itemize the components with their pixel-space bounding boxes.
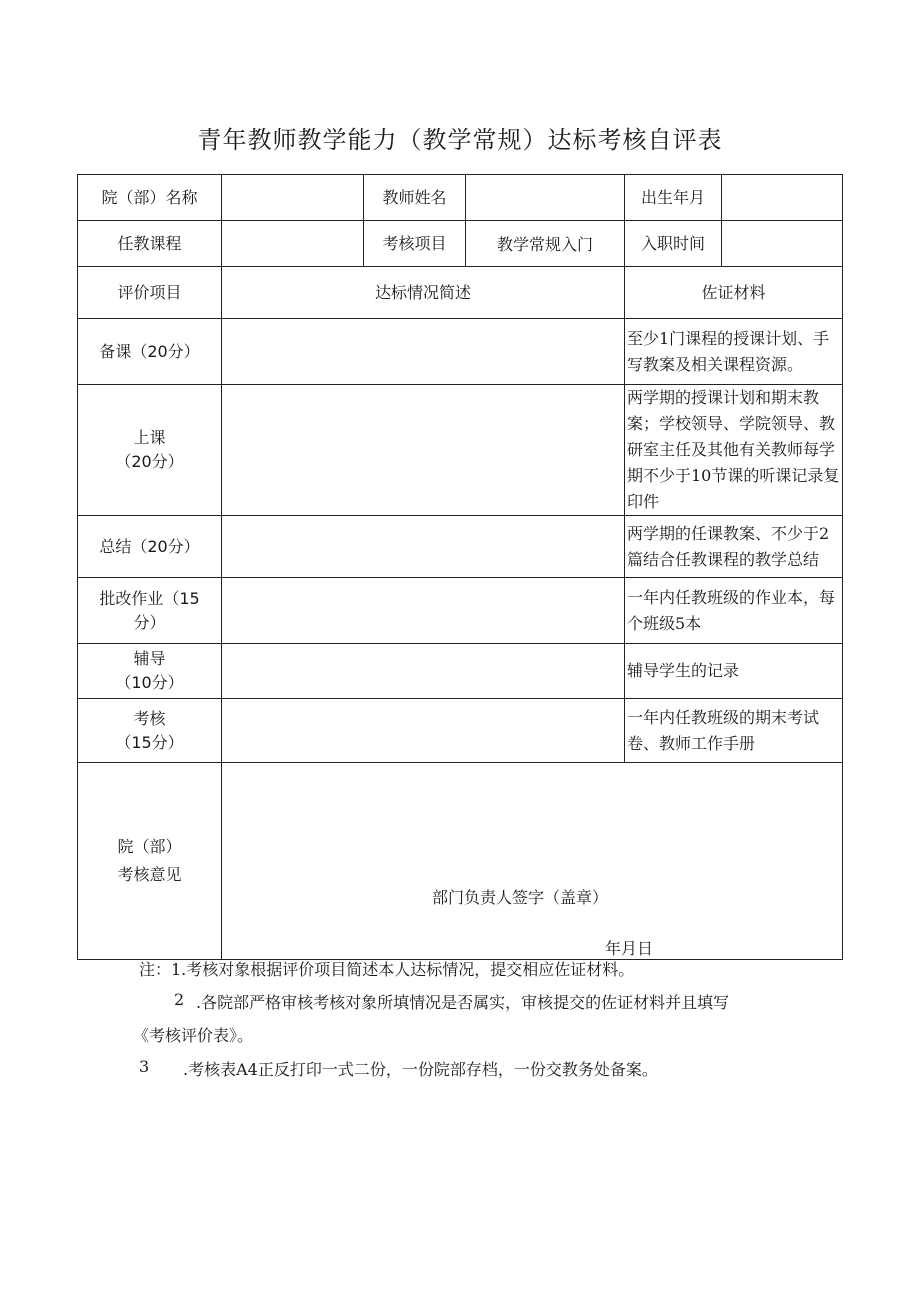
birth-label: 出生年月 bbox=[625, 175, 722, 221]
header-row-2 bbox=[78, 221, 843, 267]
row-item-label bbox=[78, 319, 222, 385]
table-row bbox=[78, 516, 843, 578]
row-item-line2: （20分） bbox=[115, 452, 184, 471]
row-evidence: 两学期的授课计划和期末教案；学校领导、学院领导、教研室主任及其他有关教师每学期不少于10节课的听课记录复印件 bbox=[625, 385, 843, 516]
row-item-label bbox=[78, 644, 222, 699]
teacher-name-label: 教师姓名 bbox=[364, 175, 466, 221]
row-item-line1: 辅导 bbox=[133, 649, 166, 668]
row-item-label bbox=[78, 516, 222, 578]
teacher-name-field[interactable] bbox=[466, 175, 625, 221]
row-item-line1: 总结（20分） bbox=[99, 536, 200, 556]
assessment-form-table bbox=[77, 174, 843, 960]
row-item-label bbox=[78, 385, 222, 516]
row-status-field[interactable] bbox=[222, 516, 625, 578]
opinion-label bbox=[78, 763, 222, 960]
row-status-field[interactable] bbox=[222, 699, 625, 763]
row-evidence: 一年内任教班级的期末考试卷、教师工作手册 bbox=[625, 699, 843, 763]
item-label: 考核项目 bbox=[364, 221, 466, 267]
table-row bbox=[78, 578, 843, 644]
entry-field[interactable] bbox=[722, 221, 843, 267]
row-evidence: 辅导学生的记录 bbox=[625, 644, 843, 699]
table-row bbox=[78, 319, 843, 385]
row-evidence: 至少1门课程的授课计划、手写教案及相关课程资源。 bbox=[625, 319, 843, 385]
table-row bbox=[78, 385, 843, 516]
course-field[interactable] bbox=[222, 221, 364, 267]
col-header-status: 达标情况简述 bbox=[222, 267, 625, 319]
row-item-label bbox=[78, 578, 222, 644]
date-label: 年月日 bbox=[605, 939, 654, 958]
row-status-field[interactable] bbox=[222, 385, 625, 516]
opinion-label-line1: 院（部） bbox=[117, 837, 182, 856]
row-item-line2: 分） bbox=[133, 612, 166, 632]
dept-field[interactable] bbox=[222, 175, 364, 221]
table-row bbox=[78, 644, 843, 699]
row-evidence: 两学期的任课教案、不少于2篇结合任教课程的教学总结 bbox=[625, 516, 843, 578]
row-status-field[interactable] bbox=[222, 319, 625, 385]
table-row bbox=[78, 699, 843, 763]
note-3-number: 3 bbox=[139, 1057, 150, 1076]
col-header-item: 评价项目 bbox=[78, 267, 222, 319]
header-row-1 bbox=[78, 175, 843, 221]
row-item-line2: （10分） bbox=[115, 673, 184, 692]
opinion-field[interactable] bbox=[222, 763, 843, 960]
entry-label: 入职时间 bbox=[625, 221, 722, 267]
row-status-field[interactable] bbox=[222, 578, 625, 644]
note-1: 注：1.考核对象根据评价项目简述本人达标情况，提交相应佐证材料。 bbox=[139, 960, 635, 979]
column-header-row bbox=[78, 267, 843, 319]
item-field[interactable]: 教学常规入门 bbox=[466, 221, 625, 267]
row-item-label bbox=[78, 699, 222, 763]
row-item-line2: （15分） bbox=[115, 732, 184, 752]
row-evidence: 一年内任教班级的作业本，每个班级5本 bbox=[625, 578, 843, 644]
signature-label: 部门负责人签字（盖章） bbox=[432, 888, 609, 907]
note-2-number: 2 bbox=[174, 990, 185, 1009]
dept-label: 院（部）名称 bbox=[78, 175, 222, 221]
row-item-line1: 上课 bbox=[133, 428, 166, 447]
row-item-line1: 考核 bbox=[133, 708, 166, 728]
note-2-text: .各院部严格审核考核对象所填情况是否属实，审核提交的佐证材料并且填写 bbox=[196, 993, 730, 1012]
birth-field[interactable] bbox=[722, 175, 843, 221]
row-item-line1: 批改作业（15 bbox=[99, 588, 200, 608]
col-header-evidence: 佐证材料 bbox=[625, 267, 843, 319]
course-label: 任教课程 bbox=[78, 221, 222, 267]
opinion-row bbox=[78, 763, 843, 960]
row-item-line1: 备课（20分） bbox=[99, 341, 200, 361]
opinion-label-line2: 考核意见 bbox=[117, 865, 182, 884]
note-3-text: .考核表A4正反打印一式二份，一份院部存档，一份交教务处备案。 bbox=[183, 1060, 658, 1079]
page-title: 青年教师教学能力（教学常规）达标考核自评表 bbox=[197, 126, 723, 154]
note-2-continuation: 《考核评价表》。 bbox=[133, 1026, 254, 1045]
row-status-field[interactable] bbox=[222, 644, 625, 699]
